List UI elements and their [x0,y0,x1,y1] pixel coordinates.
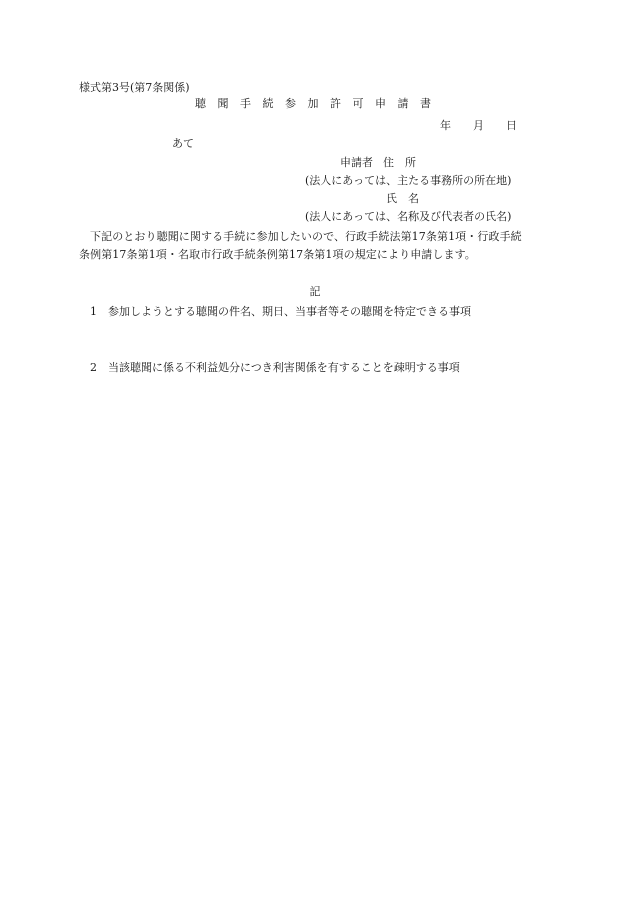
month-label: 月 [473,119,484,132]
document-title: 聴 聞 手 続 参 加 許 可 申 請 書 [195,97,435,110]
item-text: 当該聴聞に係る不利益処分につき利害関係を有することを疎明する事項 [108,361,460,374]
item-number: 2 [90,361,97,374]
address-note: (法人にあっては、主たる事務所の所在地) [305,174,512,187]
applicant-prefix: 申請者 [340,156,373,169]
list-item [90,360,460,376]
form-number: 様式第3号(第7条関係) [79,81,190,94]
list-item [90,304,471,320]
applicant-address-line [340,155,416,171]
ki-heading: 記 [309,285,321,298]
name-note: (法人にあっては、名称及び代表者の氏名) [305,210,512,223]
addressee: あて [172,137,194,150]
body-paragraph: 下記のとおり聴聞に関する手続に参加したいので、行政手続法第17条第1項・行政手続条例第17条第1項・名取市行政手続条例第17条第1項の規定により申請します。 [79,230,522,261]
item-number: 1 [90,305,97,318]
day-label: 日 [506,119,517,132]
address-label: 住 所 [383,156,416,169]
name-label: 氏 名 [386,192,419,205]
date-line [440,118,517,134]
item-text: 参加しようとする聴聞の件名、期日、当事者等その聴聞を特定できる事項 [108,305,471,318]
applicant-name-line [386,191,419,207]
year-label: 年 [440,119,451,132]
